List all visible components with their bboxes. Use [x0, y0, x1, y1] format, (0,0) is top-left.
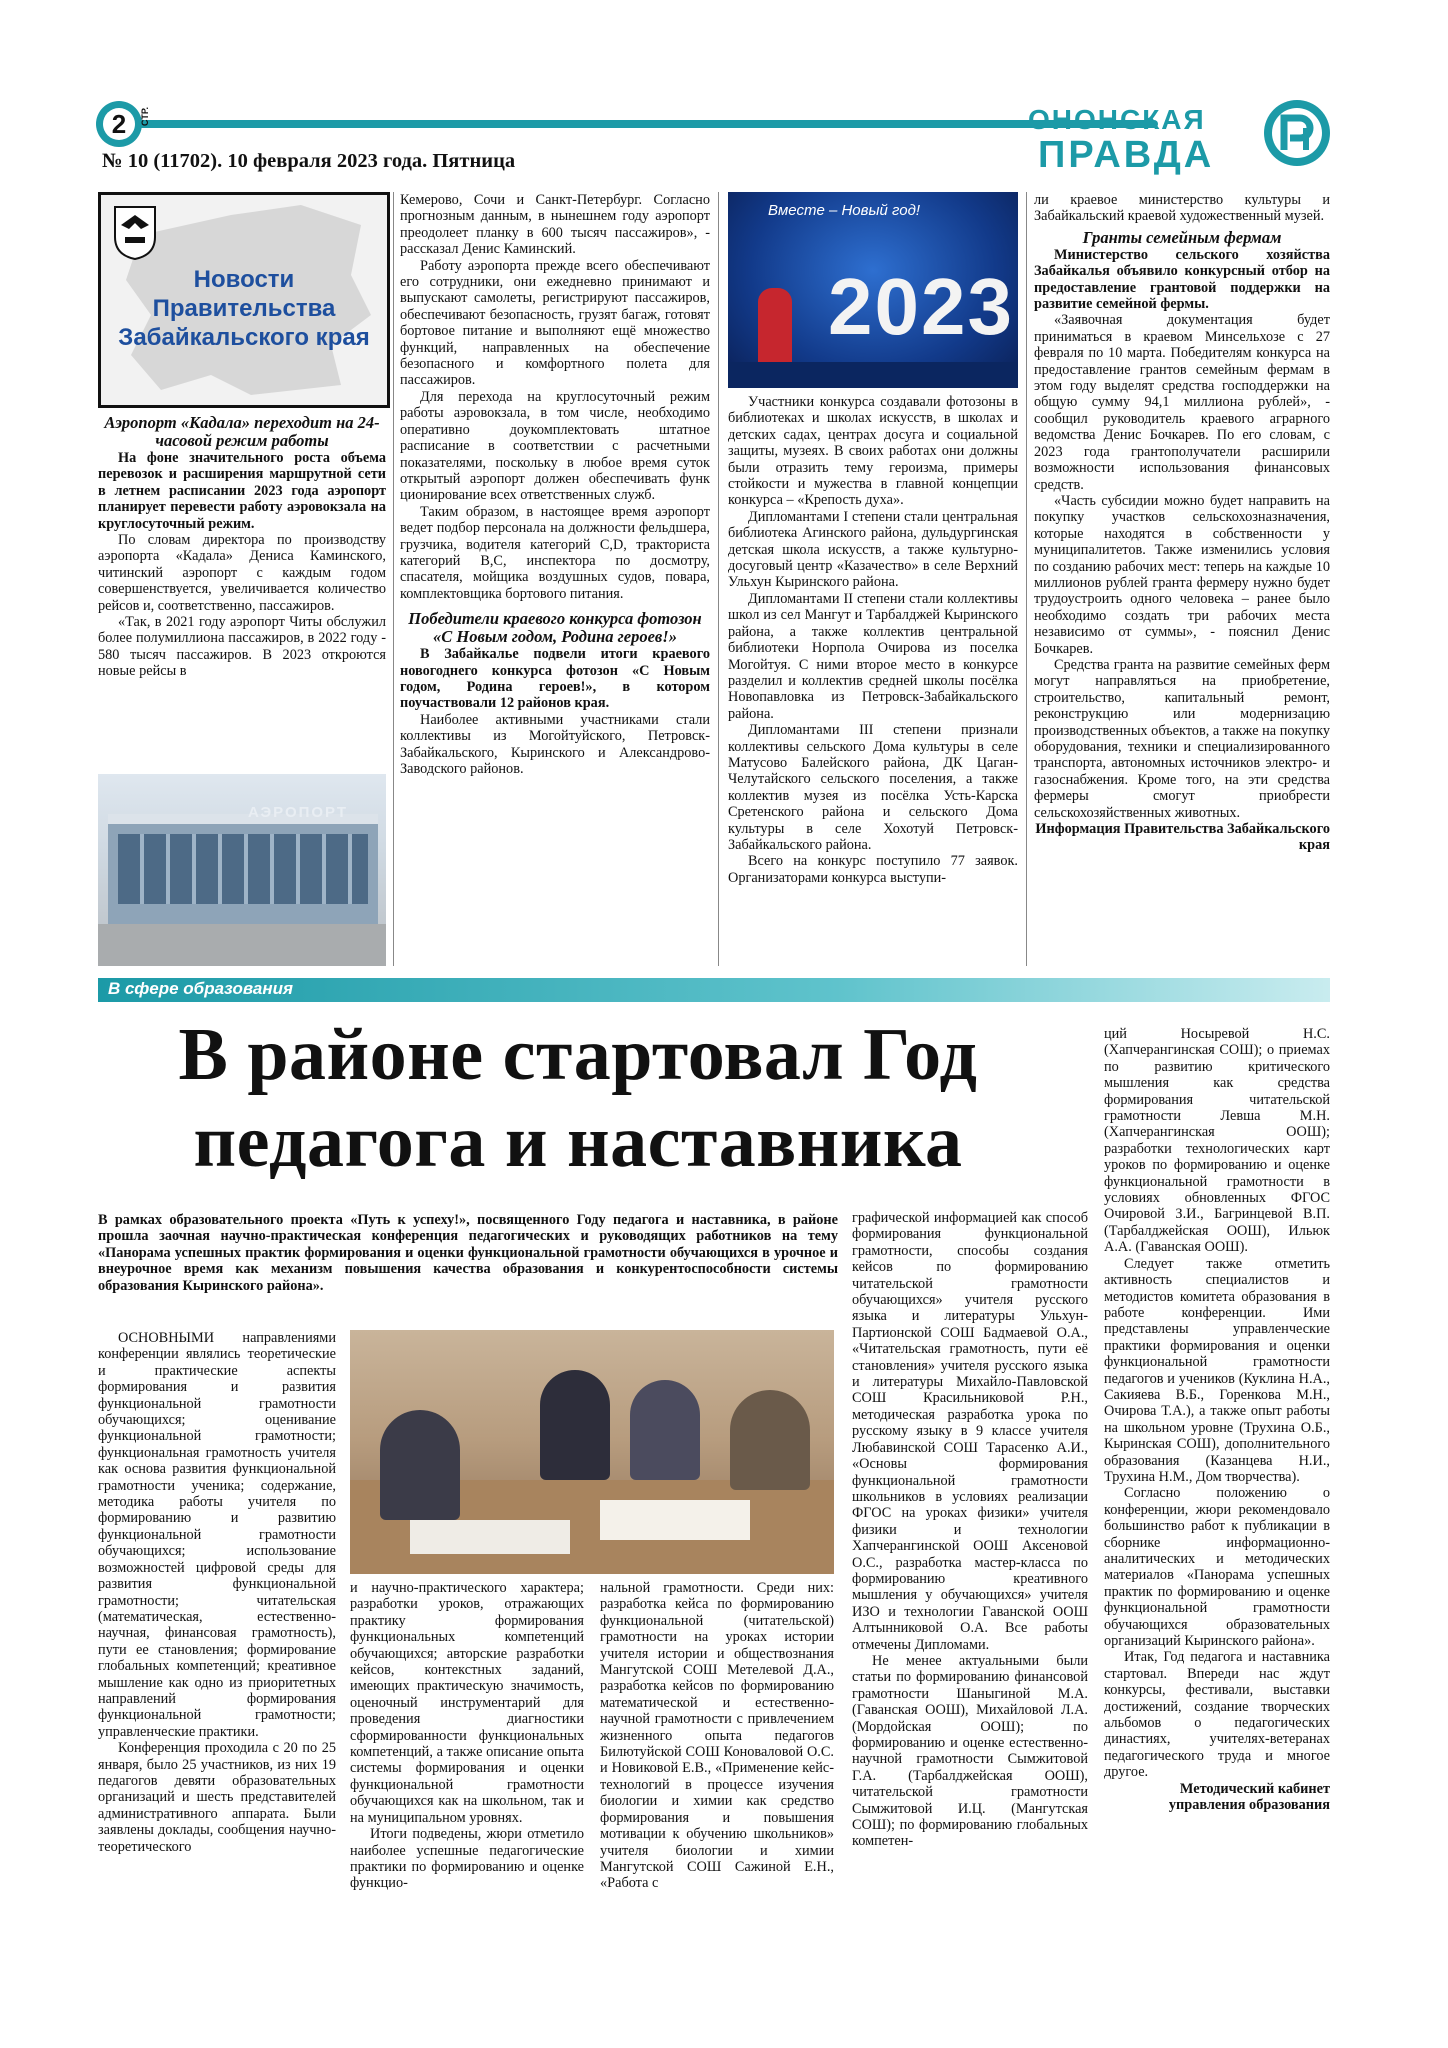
page-number: 2 [103, 108, 135, 140]
section-label: В сфере образования [108, 979, 294, 998]
photozone-heading: Победители краевого конкурса фотозон «С Новым годом, Родина героев!» [408, 609, 702, 647]
article-column-1 [98, 1330, 336, 1958]
teacher-figure [540, 1370, 610, 1480]
page-abbr: СТР. [140, 107, 150, 126]
article-column-2 [350, 1580, 584, 1958]
masthead-rule [118, 120, 1158, 128]
airport-paragraph: «Так, в 2021 году аэропорт Читы обслужил более полумиллиона пассажиров, в 2022 году - 580 тысяч пассажиров. В 2023 откроются новые рейсы в [98, 614, 386, 680]
article-column-3 [600, 1580, 834, 1958]
photo-year-text: 2023 [828, 262, 1014, 351]
airport-paragraph: Таким образом, в настоящее время аэропорт ведет подбор персонала на должности фельдшера, грузчика, водителя категорий C,D, тракториста категорий B,C, инспектора по досмотру, спасателя, мойщика воздушных судов, повара, комплектовщика бортового питания. [400, 503, 710, 602]
terminal-windows [118, 834, 368, 904]
news-box-title: Новости Правительства Забайкальского края [118, 266, 370, 351]
page-number-badge [96, 101, 150, 147]
photo-banner-text: Вместе – Новый год! [768, 202, 921, 219]
photozone-paragraph: Дипломантами II степени стали коллективы школ из сел Мангут и Тарбалджей Кыринского района, а также коллектив центральной библиотеки Норпола Очирова из поселка Могойтуя. С ними второе место в конкурсе разделил и коллектив средней школы посёлка Новопавловка из Петровск-Забайкальского района. [728, 590, 1018, 722]
article-paragraph: Следует также отметить активность специалистов и методистов комитета образования в работе конференции. Ими представлены управленческие практики формирования и оценки функциональной грамотности педагогов и учеников (Куклина Н.А., Сакияева В.Б., Горенкова М.Н., Очирова Т.А.), а также опыт работы на школьном уровне (Трухина О.Б., Кыринская СОШ), дополнительного образования (Казанцева Н.И., Трухина Н.М., Дом творчества). [1104, 1255, 1330, 1485]
airport-paragraph: Работу аэропорта прежде всего обеспечивают его сотрудники, они ежедневно принимают и выпускают самолеты, регистрируют пассажиров, обеспечивают безопасность, грузят багаж, готовят бортовое питание и выполняют ещё множество функций, направленных на обеспечение безопасного и комфортного полета для пассажиров. [400, 257, 710, 389]
grants-article [1034, 192, 1330, 970]
new-year-photo [728, 192, 1018, 388]
airport-heading: Аэропорт «Кадала» переходит на 24-часовой режим работы [104, 414, 380, 450]
article-paragraph: Итак, Год педагога и наставника стартовал. Впереди нас ждут конкурсы, фестивали, выставки достижений, создание творческих альбомов о педагогических династиях, учителях-ветеранах педагогического труда и многое другое. [1104, 1649, 1330, 1781]
section-bar [98, 978, 1330, 1002]
airport-sign: АЭРОПОРТ [248, 804, 349, 821]
article-column-5 [1104, 1026, 1330, 1960]
article-paragraph: ций Носыревой Н.С. (Хапчерангинская СОШ); о приемах по развитию критического мышления как средства формирования читательской грамотности Левша М.Н. (Хапчерангинская ООШ); разработки технологических карт уроков по формированию и оценке функциональной грамотности в условиях обновленных ФГОС Очировой З.И., Багринцевой В.П. (Тарбалджейская ООШ), Ильюк А.А. (Гаванская ООШ). [1104, 1026, 1330, 1256]
airport-paragraph: Кемерово, Сочи и Санкт-Петербург. Согласно прогнозным данным, в нынешнем году аэропорт преодолеет планку в 600 тысяч пассажиров», - рассказал Денис Каминский. [400, 192, 710, 258]
teacher-figure [630, 1380, 700, 1480]
article-paragraph: Не менее актуальными были статьи по формированию финансовой грамотности Шаныгиной М.А. (Гаванская ООШ), Михайловой Л.А. (Мордойская ООШ); по формированию и оценке естественно-научной грамотности Сымжитовой Г.А. (Тарбалджейская ООШ), читательской грамотности Сымжитовой И.Ц. (Мангутская СОШ); по формированию глобальных компетен- [852, 1652, 1088, 1850]
grants-paragraph: «Часть субсидии можно будет направить на покупку участков сельскохозназначения, которые находятся в собственности у муниципалитетов. Также изменились условия по созданию рабочих мест: теперь на каждые 10 миллионов рублей гранта фермеру нужно будет трудоустроить одного человека – ранее было необходимо создать три рабочих места независимо от суммы», - пояснил Денис Бочкарев. [1034, 492, 1330, 657]
airport-article-continued [400, 192, 710, 970]
teacher-figure [380, 1410, 460, 1520]
article-signature: Методический кабинет управления образования [1168, 1780, 1330, 1814]
grants-paragraph: Средства гранта на развитие семейных ферм могут направляться на приобретение, строительство, капитальный ремонт, реконструкцию или модернизацию производственных объектов, а также на покупку оборудования, техники и специализированного транспорта, автономных источников электро- и газоснабжения. Кроме того, на эти средства фермеры смогут приобрести сельскохозяйственных животных. [1034, 656, 1330, 821]
article-paragraph: Согласно положению о конференции, жюри рекомендовало большинство работ к публикации в сборнике информационно-аналитических и методических материалов «Панорама успешных практик по формированию и оценке функциональной грамотности обучающихся образовательных организаций Кыринского района». [1104, 1485, 1330, 1650]
airport-photo [98, 774, 386, 966]
airport-paragraph: Для перехода на круглосуточный режим работы аэровокзала, в том числе, необходимо оперативно доукомплектовать штатное расписание в соответствии с расчетными показателями, поскольку в любое время суток открытый аэропорт должен обеспечивать функ ционирование всех ответственных служб. [400, 388, 710, 504]
column-divider [1026, 192, 1027, 966]
photozone-paragraph: Всего на конкурс поступило 77 заявок. Организаторами конкурса выступи- [728, 853, 1018, 886]
headline-line: В районе стартовал Год [178, 1014, 978, 1096]
article-headline [98, 1012, 1058, 1186]
grants-paragraph: «Заявочная документация будет приниматься в краевом Минсельхозе с 27 февраля по 10 марта. Победителям конкурса на предоставление грантов семейным фермам в этом году выделят средства господдержки на общую сумму 94,1 миллиона рублей», - сообщил руководитель краевого аграрного ведомства Денис Бочкарев. По его словам, с 2023 года грантополучатели расширили возможности использования финансовых средств. [1034, 312, 1330, 493]
column-divider [718, 192, 719, 966]
column-divider [393, 192, 394, 966]
papers [410, 1520, 570, 1554]
article-paragraph: Конференция проходила с 20 по 25 января, было 25 участников, из них 19 педагогов девяти образовательных организаций и шесть представителей административного аппарата. Были заявлены доклады, сообщения научно-теоретического [98, 1740, 336, 1855]
article-column-4 [852, 1210, 1088, 1958]
teacher-figure [730, 1390, 810, 1490]
photozone-paragraph: ли краевое министерство культуры и Забайкальский краевой художественный музей. [1034, 192, 1330, 225]
photozone-paragraph: Наиболее активными участниками стали коллективы из Могойтуйского, Петровск-Забайкальского, Кыринского и Александрово-Заводского районов. [400, 711, 710, 777]
airport-paragraph: По словам директора по производству аэропорта «Кадала» Дениса Каминского, читинский аэропорт с каждым годом совершенствуется, увеличивается количество рейсов и, соответственно, пассажиров. [98, 532, 386, 614]
photo-floor [728, 362, 1018, 388]
paper-logo-icon [1262, 98, 1332, 168]
photozone-lead: В Забайкалье подвели итоги краевого новогоднего конкурса фотозон «С Новым годом, Родина героев!», в котором поучаствовали 12 районов края. [400, 646, 710, 712]
article-paragraph: ОСНОВНЫМИ направлениями конференции являлись теоретические и практические аспекты формирования и развития функциональной грамотности обучающихся; оценивание функциональной грамотности; функциональная грамотность учителя как основа развития функциональной грамотности ученика; содержание, методика работы учителя по формированию и развитию функциональной грамотности обучающихся; использование возможностей цифровой среды для развития функциональной грамотности; читательская (математическая, естественно-научная, финансовая грамотность), пути ее становления; формирование глобальных компетенций; креативное мышление как одно из приоритетных направлений формирования функциональной грамотности; управленческие практики. [98, 1330, 336, 1740]
photozone-paragraph: Дипломантами III степени признали коллективы сельского Дома культуры в селе Матусово Балейского района, ДК Цаган-Челутайского сельского поселения, а также коллектив музея из посёлка Усть-Карска Сретенского района и сельского Дома культуры в селе Хохотуй Петровск-Забайкальского района. [728, 722, 1018, 853]
paper-name-line2: ПРАВДА [1038, 134, 1215, 176]
coat-of-arms-icon [111, 203, 159, 261]
article-lead: В рамках образовательного проекта «Путь к успеху!», посвященного Году педагога и наставника, в районе прошла заочная научно-практическая конференция педагогических и руководящих работников на тему «Панорама успешных практик формирования и оценки функциональной грамотности обучающихся в урочное и внеурочное время как механизм повышения качества образования и конкурентоспособности системы образования Кыринского района». [98, 1212, 838, 1294]
grants-lead: Министерство сельского хозяйства Забайкалья объявило конкурсный отбор на предоставление грантовой поддержки на развитие семейной фермы. [1034, 246, 1330, 313]
paper-name-line1: ОНОНСКАЯ [1028, 104, 1206, 135]
government-news-box [98, 192, 390, 408]
issue-line: № 10 (11702). 10 февраля 2023 года. Пятница [102, 150, 516, 172]
airport-ground [98, 924, 386, 966]
airport-article-start [98, 414, 386, 770]
article-paragraph: нальной грамотности. Среди них: разработка кейса по формированию функциональной (читательской) грамотности на уроках истории учителя истории и обществознания Мангутской СОШ Метелевой Д.А., разработка кейсов по формированию математической и естественно-научной грамотности с привлечением жизненного опыта педагогов Билютуйской СОШ Коноваловой О.С. и Новиковой Е.В., «Применение кейс-технологий в процессе изучения биологии и химии как средство формирования и повышения мотивации к обучению школьников» учителя биологии и химии Мангутской СОШ Сажиной Е.Н., «Работа с [600, 1580, 834, 1892]
photozone-paragraph: Дипломантами I степени стали центральная библиотека Агинского района, дульдургинская детская школа искусств, а также культурно-досуговый центр «Казачество» в селе Верхний Ульхун Кыринского района. [728, 508, 1018, 591]
grants-heading: Гранты семейным фермам [1082, 227, 1282, 247]
grants-signature: Информация Правительства Забайкальского края [1035, 821, 1330, 854]
headline-line: педагога и наставника [193, 1101, 963, 1183]
photozone-paragraph: Участники конкурса создавали фотозоны в библиотеках и школах искусств, в школах и детских садах, центрах досуга и социальной защиты, музеях. В своих работах они должны были отразить тему героизма, примеры стойкости и мужества в главной концепции конкурса – «Крепость духа». [728, 394, 1018, 509]
article-paragraph: и научно-практического характера; разработки уроков, отражающих практику формирования функциональных компетенций обучающихся; авторские разработки кейсов, контекстных заданий, имеющих практическую значимость, оценочный инструментарий для проведения диагностики сформированности функциональных компетенций, а также описание опыта системы формирования и оценки функциональной грамотности обучающихся как на школьном, так и на муниципальном уровнях. [350, 1580, 584, 1826]
article-paragraph: Итоги подведены, жюри отметило наиболее успешные педагогические практики по формированию и оценке функцио- [350, 1826, 584, 1892]
photozone-article-continued [728, 394, 1018, 970]
article-paragraph: графической информацией как способ формирования функциональной грамотности, способы создания кейсов по формированию читательской грамотности обучающихся» учителя русского языка и литературы Ульхун-Партионской СОШ Бадмаевой О.А., «Читательская грамотность, пути её становления» учителя русского языка и литературы Михайло-Павловской СОШ Красильниковой Р.Н., методическая разработка урока по русскому языку в 9 классе учителя Любавинской СОШ Тарасенко А.И., «Основы формирования функциональной грамотности школьников в условиях реализации ФГОС на уроках физики» учителя физики и технологии Хапчерангинской ООШ Аксеновой О.С., разработка мастер-класса по формированию креативного мышления у обучающихся» учителя ИЗО и технологии Гаванской ООШ Алтынниковой О.А. Все работы отмечены Дипломами. [852, 1210, 1088, 1653]
papers [600, 1500, 750, 1540]
airport-lead: На фоне значительного роста объема перевозок и расширения маршрутной сети в летнем расписании 2023 года аэропорт планирует перевести работу аэровокзала на круглосуточный режим. [98, 450, 386, 532]
conference-photo [350, 1330, 834, 1574]
